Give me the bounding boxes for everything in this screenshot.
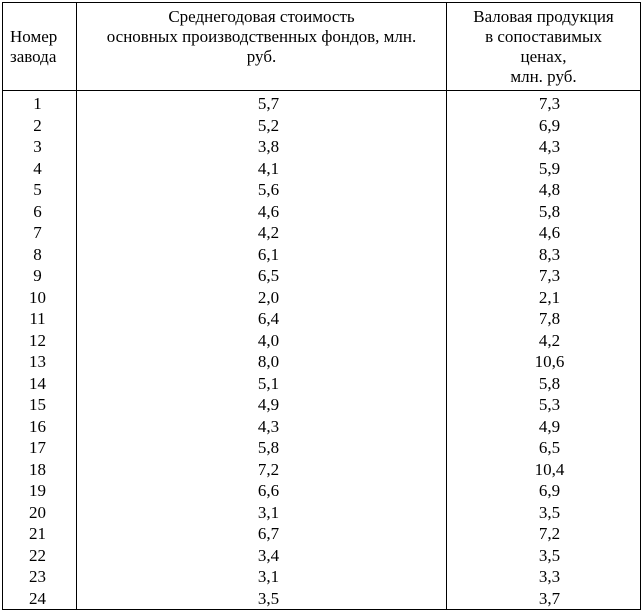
- gross-output-cell: 5,9: [447, 158, 641, 180]
- gross-output-cell: 4,6: [447, 222, 641, 244]
- header-plant-number: Номер завода: [3, 3, 77, 91]
- table-row: [3, 158, 641, 180]
- plant-number-cell: 12: [3, 330, 77, 352]
- plant-number-cell: 6: [3, 201, 77, 223]
- table-row: [3, 244, 641, 266]
- table-row: [3, 545, 641, 567]
- plant-number-cell: 9: [3, 265, 77, 287]
- gross-output-cell: 2,1: [447, 287, 641, 309]
- plant-number-cell: 3: [3, 136, 77, 158]
- plant-number-cell: 15: [3, 394, 77, 416]
- gross-output-cell: 7,8: [447, 308, 641, 330]
- table-row: [3, 265, 641, 287]
- table-row: [3, 588, 641, 610]
- plants-table: [2, 2, 641, 610]
- table-row: [3, 480, 641, 502]
- plant-number-cell: 24: [3, 588, 77, 610]
- gross-output-cell: 3,3: [447, 566, 641, 588]
- gross-output-cell: 10,4: [447, 459, 641, 481]
- plant-number-cell: 11: [3, 308, 77, 330]
- gross-output-cell: 6,5: [447, 437, 641, 459]
- fixed-assets-cell: 3,1: [77, 566, 447, 588]
- table-row: [3, 416, 641, 438]
- fixed-assets-cell: 4,0: [77, 330, 447, 352]
- fixed-assets-cell: 7,2: [77, 459, 447, 481]
- plant-number-cell: 14: [3, 373, 77, 395]
- fixed-assets-cell: 6,6: [77, 480, 447, 502]
- fixed-assets-cell: 8,0: [77, 351, 447, 373]
- plant-number-cell: 23: [3, 566, 77, 588]
- fixed-assets-cell: 4,6: [77, 201, 447, 223]
- gross-output-cell: 8,3: [447, 244, 641, 266]
- gross-output-cell: 4,8: [447, 179, 641, 201]
- plant-number-cell: 19: [3, 480, 77, 502]
- fixed-assets-cell: 6,1: [77, 244, 447, 266]
- gross-output-cell: 5,8: [447, 373, 641, 395]
- plant-number-cell: 13: [3, 351, 77, 373]
- table-row: [3, 459, 641, 481]
- plant-number-cell: 17: [3, 437, 77, 459]
- fixed-assets-cell: 3,4: [77, 545, 447, 567]
- table-header: [3, 3, 641, 91]
- table-row: [3, 136, 641, 158]
- header-gross-output: Валовая продукция в сопоставимых ценах, млн. руб.: [447, 3, 641, 91]
- fixed-assets-cell: 4,2: [77, 222, 447, 244]
- table-row: [3, 179, 641, 201]
- fixed-assets-cell: 5,8: [77, 437, 447, 459]
- plant-number-cell: 21: [3, 523, 77, 545]
- gross-output-cell: 4,9: [447, 416, 641, 438]
- table-row: [3, 351, 641, 373]
- table-row: [3, 222, 641, 244]
- plant-number-cell: 10: [3, 287, 77, 309]
- plant-number-cell: 5: [3, 179, 77, 201]
- fixed-assets-cell: 6,4: [77, 308, 447, 330]
- table-row: [3, 523, 641, 545]
- gross-output-cell: 7,2: [447, 523, 641, 545]
- fixed-assets-cell: 3,5: [77, 588, 447, 610]
- gross-output-cell: 4,3: [447, 136, 641, 158]
- table-row: [3, 373, 641, 395]
- gross-output-cell: 4,2: [447, 330, 641, 352]
- table-row: [3, 115, 641, 137]
- fixed-assets-cell: 2,0: [77, 287, 447, 309]
- plant-number-cell: 1: [3, 91, 77, 115]
- fixed-assets-cell: 5,6: [77, 179, 447, 201]
- fixed-assets-cell: 6,7: [77, 523, 447, 545]
- header-fixed-assets: Среднегодовая стоимость основных производственных фондов, млн. руб.: [77, 3, 447, 91]
- gross-output-cell: 5,3: [447, 394, 641, 416]
- table-body: [3, 91, 641, 610]
- plant-number-cell: 4: [3, 158, 77, 180]
- plant-number-cell: 20: [3, 502, 77, 524]
- plant-number-cell: 18: [3, 459, 77, 481]
- plant-number-cell: 8: [3, 244, 77, 266]
- gross-output-cell: 7,3: [447, 91, 641, 115]
- gross-output-cell: 7,3: [447, 265, 641, 287]
- gross-output-cell: 10,6: [447, 351, 641, 373]
- table-row: [3, 308, 641, 330]
- fixed-assets-cell: 4,1: [77, 158, 447, 180]
- table-row: [3, 287, 641, 309]
- plant-number-cell: 16: [3, 416, 77, 438]
- fixed-assets-cell: 5,2: [77, 115, 447, 137]
- fixed-assets-cell: 5,7: [77, 91, 447, 115]
- table-row: [3, 502, 641, 524]
- table-row: [3, 394, 641, 416]
- gross-output-cell: 3,7: [447, 588, 641, 610]
- table-row: [3, 201, 641, 223]
- table-row: [3, 330, 641, 352]
- table-row: [3, 566, 641, 588]
- plant-number-cell: 7: [3, 222, 77, 244]
- table-row: [3, 437, 641, 459]
- fixed-assets-cell: 6,5: [77, 265, 447, 287]
- fixed-assets-cell: 3,8: [77, 136, 447, 158]
- gross-output-cell: 6,9: [447, 480, 641, 502]
- plant-number-cell: 2: [3, 115, 77, 137]
- fixed-assets-cell: 4,3: [77, 416, 447, 438]
- gross-output-cell: 6,9: [447, 115, 641, 137]
- gross-output-cell: 3,5: [447, 545, 641, 567]
- table-row: [3, 91, 641, 115]
- fixed-assets-cell: 3,1: [77, 502, 447, 524]
- gross-output-cell: 5,8: [447, 201, 641, 223]
- fixed-assets-cell: 4,9: [77, 394, 447, 416]
- gross-output-cell: 3,5: [447, 502, 641, 524]
- plant-number-cell: 22: [3, 545, 77, 567]
- fixed-assets-cell: 5,1: [77, 373, 447, 395]
